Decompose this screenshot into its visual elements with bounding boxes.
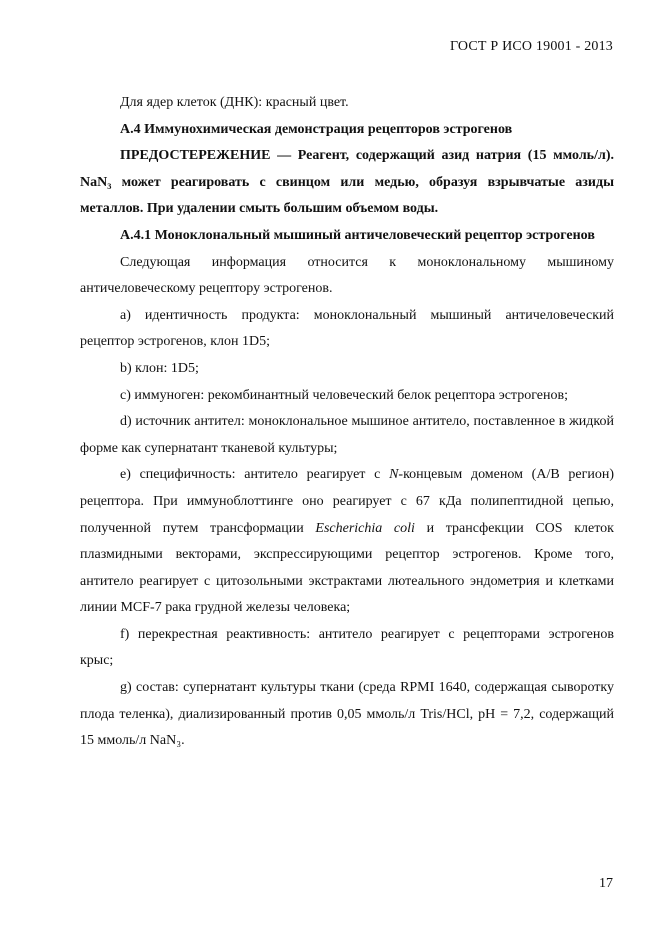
paragraph-intro: Следующая информация относится к моноклональному мышиному античеловеческому рецептору эстрогенов. bbox=[80, 254, 614, 297]
list-item-b: b) клон: 1D5; bbox=[120, 360, 199, 376]
page-body bbox=[80, 90, 614, 755]
standard-header: ГОСТ Р ИСО 19001 - 2013 bbox=[449, 39, 613, 54]
paragraph-dna-color: Для ядер клеток (ДНК): красный цвет. bbox=[120, 95, 349, 110]
section-heading-a4: А.4 Иммунохимическая демонстрация рецепторов эстрогенов bbox=[120, 121, 513, 137]
item-e-text-3: и трансфекции COS клеток плазмидными векторами, экспрессирующими рецептор эстрогенов. Кроме того, антитело реагирует с цитозольными экстрактами лютеального эндометрия и клетками линии MCF-7 рака грудной железы человека; bbox=[80, 520, 614, 616]
list-item-g: g) состав: супернатант культуры ткани (среда RPMI 1640, содержащая сыворотку плода теленка), диализированный против 0,05 ммоль/л Tris/HCl, pH = 7,2, содержащий 15 ммоль/л NaN₃. bbox=[80, 680, 614, 749]
list-item-e bbox=[80, 462, 614, 622]
list-item-f: f) перекрестная реактивность: антитело реагирует с рецепторами эстрогенов крыс; bbox=[80, 626, 614, 669]
item-e-ecoli: Escherichia coli bbox=[315, 520, 415, 536]
item-e-text-1: e) специфичность: антитело реагирует с bbox=[120, 467, 390, 483]
list-item-d: d) источник антител: моноклональное мышиное антитело, поставленное в жидкой форме как супернатант тканевой культуры; bbox=[80, 414, 614, 456]
section-heading-a41: А.4.1 Моноклональный мышиный античеловеческий рецептор эстрогенов bbox=[120, 227, 595, 243]
warning-paragraph: ПРЕДОСТЕРЕЖЕНИЕ — Реагент, содержащий азид натрия (15 ммоль/л). NaN₃ может реагировать с свинцом или медью, образуя взрывчатые азиды металлов. При удалении смыть большим объемом воды. bbox=[80, 148, 614, 217]
page-number: 17 bbox=[599, 876, 613, 891]
list-item-c: c) иммуноген: рекомбинантный человеческий белок рецептора эстрогенов; bbox=[120, 387, 568, 403]
item-e-n-terminal: N bbox=[389, 467, 399, 483]
item-e-text-2: -концевым доменом (A/B регион) рецептора. При иммуноблоттинге оно реагирует с 67 кДа полипептидной цепью, полученной путем трансформации bbox=[80, 467, 614, 536]
list-item-a: a) идентичность продукта: моноклональный мышиный античеловеческий рецептор эстрогенов, клон 1D5; bbox=[80, 307, 614, 350]
